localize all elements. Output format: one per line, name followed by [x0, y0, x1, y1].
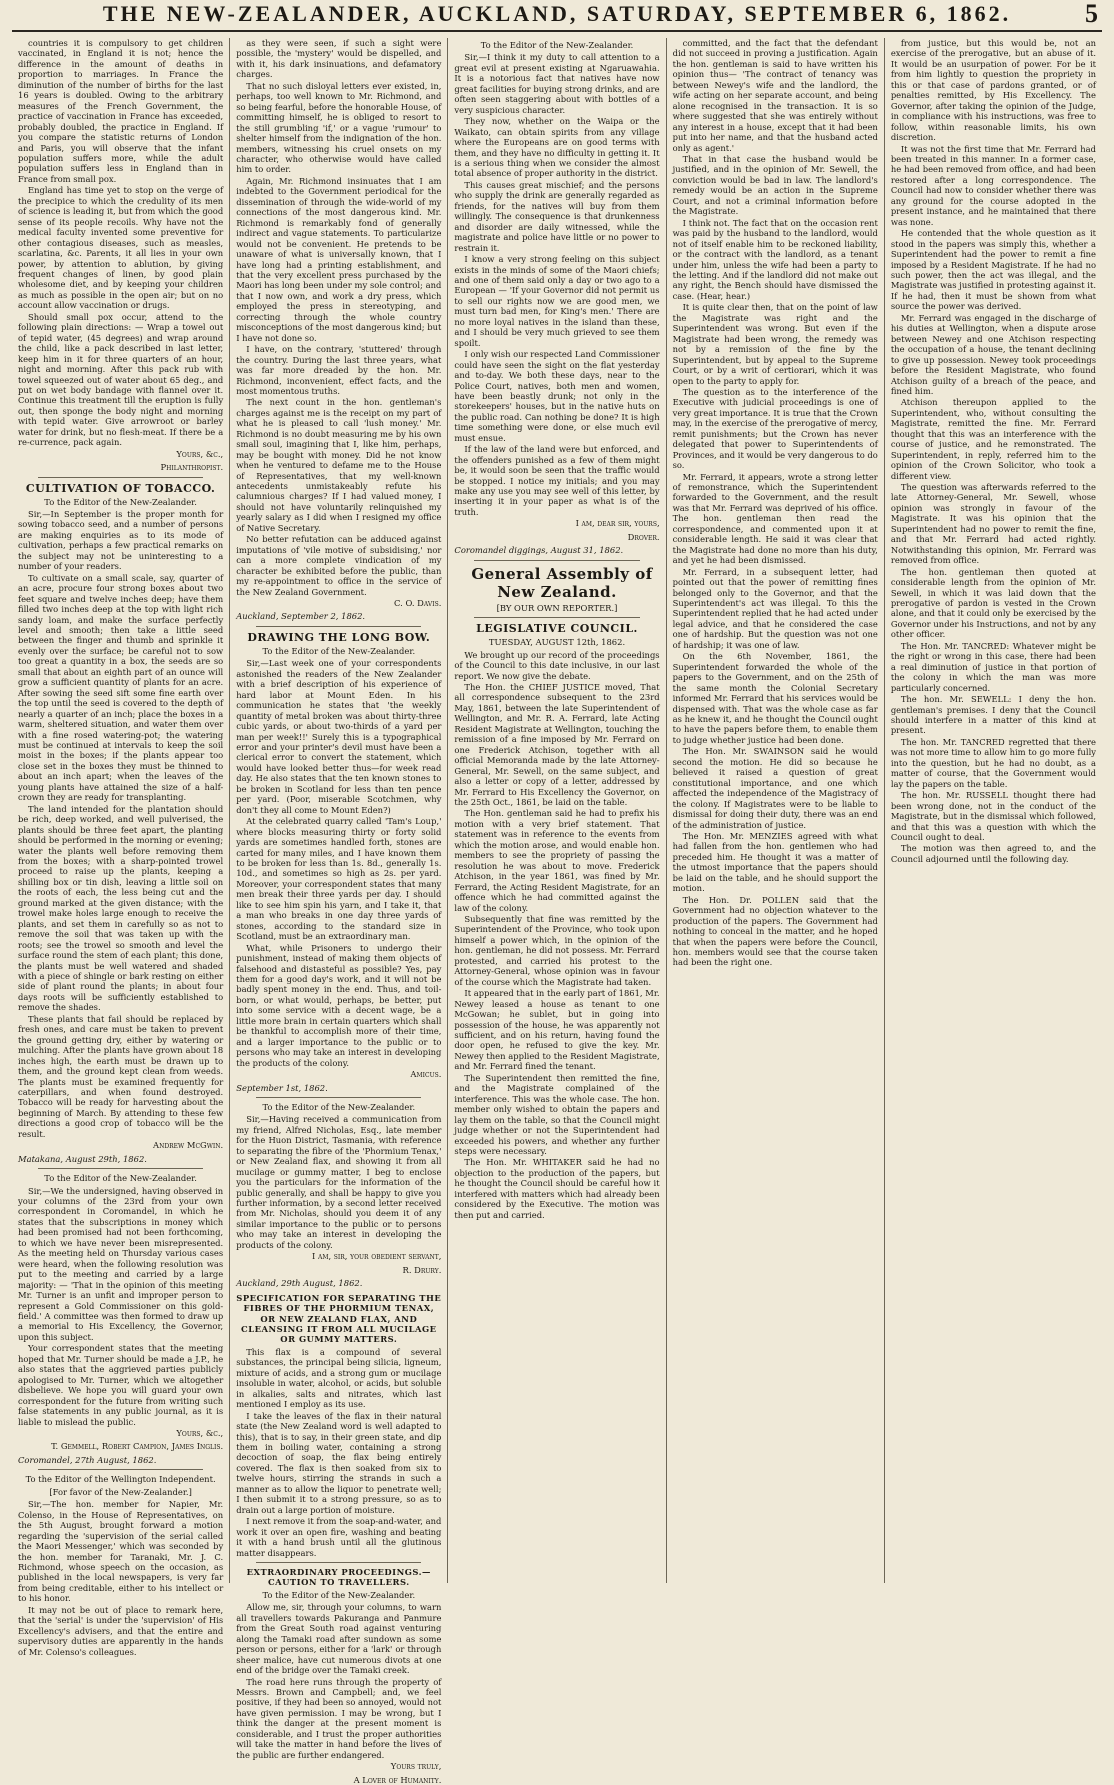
article-paragraph: This causes great mischief; and the persons who supply the drink are generally regarded as friends, for the natives will buy from them willingly. The consequence is that drunkenness and disorder are daily witnessed, while the magistrate and police have little or no power to restrain it.	[454, 179, 660, 253]
letter-closing: Yours truly,	[390, 1761, 442, 1772]
byline: [BY OUR OWN REPORTER.]	[496, 602, 618, 613]
article-paragraph: as they were seen, if such a sight were possible, the 'mystery' would be dispelled, and with it, his dark insinuations, and defamatory charges.	[236, 38, 442, 80]
article-heading: CULTIVATION OF TOBACCO.	[25, 481, 216, 495]
article-paragraph: These plants that fail should be replaced by fresh ones, and care must be taken to prevent the ground getting dry, either by watering or mulching. After the plants have grown about 18 inches high, the earth must be drawn up to them, and the ground kept clean from weeds. The plants must be examined frequently for caterpillars, and when found destroyed. Tobacco will be ready for harvesting about the beginning of March. By attending to these few directions a good crop of tobacco will be the result.	[18, 1013, 224, 1139]
article-heading: EXTRAORDINARY PROCEEDINGS.—CAUTION TO TRAVELLERS.	[246, 1566, 431, 1588]
article-paragraph: The land intended for the plantation should be rich, deep worked, and well pulverised, the plants should be three feet apart, the planting should be performed in the morning or evening; water the plants well before removing them from the boxes; with a sharp-pointed trowel proceed to raise up the plants, keeping a shilling box or tin dish, leaving a little soil on the roots of each, the less being cut and the ground marked at the given distance; with the trowel make holes large enough to receive the plants, and set them in carefully so as not to remove the soil that was taken up with the roots; see the trowel so smooth and level the surface round the stem of each plant; this done, the plants must be well watered and shaded with a piece of shingle or bark resting on either side of plant round the plants; in about four days roots will be sufficiently established to remove the shades.	[18, 803, 224, 1013]
article-paragraph: The hon. Mr. TANCRED regretted that there was not more time to allow him to go more fully into the question, but he had no doubt, as a matter of course, that the Government would lay the papers on the table.	[890, 736, 1097, 789]
article-paragraph: The next count in the hon. gentleman's charges against me is the receipt on my part of what he is pleased to call 'lush money.' Mr. Richmond is no doubt measuring me by his own small soul, imagining that I, like him, perhaps, may be bought with money. Did he not know when he ventured to defame me to the House of Representatives, that my well-known antecedents unmistakeably refute his calumnious charges? If I had valued money, I should not have voluntarily relinquished my yearly salary as I did when I resigned my office of Native Secretary.	[236, 397, 442, 533]
article-paragraph: The question was afterwards referred to the late Attorney-General, Mr. Sewell, whose opinion was strongly in favour of the Magistrate. It was his opinion that the Superintendent had no power to remit the fine, and that Mr. Ferrard had acted rightly. Notwithstanding this opinion, Mr. Ferrard was removed from office.	[890, 482, 1097, 566]
article-paragraph: The hon. Mr. SEWELL: I deny the hon. gentleman's premises. I deny that the Council should interfere in a matter of this kind at present.	[890, 694, 1097, 736]
article-paragraph: I only wish our respected Land Commissioner could have seen the sight on the flat yesterday and to-day. We both these days, near to the Police Court, natives, both men and women, have been beastly drunk; not only in the storekeepers' houses, but in the native huts on the public road. Can nothing be done? It is high time something were done, or else much evil must ensue.	[454, 349, 660, 443]
article-paragraph: Mr. Ferrard, it appears, wrote a strong letter of remonstrance, which the Superintendent forwarded to the Government, and the result was that Mr. Ferrard was deprived of his office. The hon. gentleman then read the correspondence, and commented upon it at considerable length. He said it was clear that the Magistrate had done no more than his duty, and yet he had been dismissed.	[672, 471, 878, 566]
column-3	[448, 38, 666, 1583]
article-paragraph: Mr. Ferrard, in a subsequent letter, had pointed out that the power of remitting fines belonged only to the Governor, and that the Superintendent's act was illegal. To this the Superintendent replied that he had acted under legal advice, and that he considered the case one of hardship. But the question was not one of hardship; it was one of law.	[672, 566, 878, 650]
article-paragraph: If the law of the land were but enforced, and the offenders punished as a few of them might be, it would soon be seen that the traffic would be stopped. I notice my initials; and you may make any use you may see well of this letter, by inserting it in your paper as what is of the truth.	[454, 444, 660, 517]
article-paragraph: Should small pox occur, attend to the following plain directions: — Wrap a towel out of tepid water, (45 degrees) and wrap around the child, like a pack described in last letter, keep him in it for three quarters of an hour, night and morning. After this pack rub with towel squeezed out of water about 65 deg., and put on wet body bandage with flannel over it. Continue this treatment till the eruption is fully out, then sponge the body night and morning with tepid water. Give arrowroot or barley water for drink, but no flesh-meat. If there be a re-currence, pack again.	[18, 311, 224, 448]
article-paragraph: The Hon. gentleman said he had to prefix his motion with a very brief statement. That statement was in reference to the events from which the motion arose, and would enable hon. members to see the propriety of passing the resolution he was about to move. Frederick Atchison, in the year 1861, was fined by Mr. Ferrard, the Acting Resident Magistrate, for an offence which he had committed against the law of the colony.	[454, 808, 660, 913]
article-paragraph: It appeared that in the early part of 1861, Mr. Newey leased a house as tenant to one McGowan; he sublet, but in going into possession of the house, he was apparently not sufficient, and on his return, having found the door open, he refused to give the key. Mr. Newey then applied to the Resident Magistrate, and Mr. Ferrard fined the tenant.	[454, 988, 660, 1072]
article-paragraph: It is quite clear then, that on the point of law the Magistrate was right and the Superintendent was wrong. But even if the Magistrate had been wrong, the remedy was not by a remission of the fine by the Superintendent, but by appeal to the Supreme Court, or by a writ of certiorari, which it was open to the party to apply for.	[672, 302, 878, 386]
divider	[256, 1562, 421, 1563]
article-paragraph: That no such disloyal letters ever existed, in, perhaps, too well known to Mr. Richmond, and so being fearful, before the honorable House, of committing himself, he is obliged to resort to the still grumbling 'if,' or a vague 'rumour' to shelter himself from the indignation of the hon. members, witnessing his cruel onsets on my character, who otherwise would have called him to order.	[236, 80, 442, 175]
letter-date: Auckland, 29th August, 1862.	[236, 1278, 363, 1289]
article-paragraph: The hon. gentleman then quoted at considerable length from the opinion of Mr. Sewell, in which it was laid down that the prerogative of pardon is vested in the Crown alone, and that it could only be exercised by the Governor under his Instructions, and not by any other officer.	[890, 566, 1097, 640]
divider	[474, 560, 639, 561]
article-heading: DRAWING THE LONG BOW.	[247, 630, 431, 644]
article-paragraph: The Superintendent then remitted the fine, and the Magistrate complained of the interference. This was the whole case. The hon. member only wished to obtain the papers and lay them on the table, so that the Council might judge whether or not the Superintendent had exceeded his powers, and whether any further steps were necessary.	[454, 1072, 660, 1156]
article-paragraph: Mr. Ferrard was engaged in the discharge of his duties at Wellington, when a dispute arose between Newey and one Atchison respecting the occupation of a house, the tenant declining to give up possession. Newey took proceedings before the Resident Magistrate, who found Atchison guilty of a breach of the peace, and fined him.	[890, 312, 1097, 396]
article-paragraph: I think not. The fact that on the occasion rent was paid by the husband to the landlord, would not of itself enable him to be reckoned liability, or the contract with the landlord, as a tenant under him, unless the wife had been a party to the letting. And if the landlord did not make out any right, the Bench should have dismissed the case. (Hear, hear.)	[672, 217, 878, 301]
divider	[256, 1097, 421, 1098]
column-2	[230, 38, 448, 1785]
letter-date: Auckland, September 2, 1862.	[236, 611, 366, 622]
article-paragraph: He contended that the whole question as it stood in the papers was simply this, whether a Superintendent had the power to remit a fine imposed by a Resident Magistrate. If he had no such power, then the act was illegal, and the Magistrate was justified in protesting against it. If he had, then it must be shown from what source the power was derived.	[890, 228, 1097, 312]
article-paragraph: It may not be out of place to remark here, that the 'serial' is under the 'supervision' of His Excellency's advisers, and that the entire and supervisory duties are apparently in the hands of Mr. Colenso's colleagues.	[18, 1604, 224, 1657]
article-paragraph: Atchison thereupon applied to the Superintendent, who, without consulting the Magistrate, remitted the fine. Mr. Ferrard thought that this was an interference with the course of justice, and he remonstrated. The Superintendent, in reply, referred him to the opinion of the Crown Solicitor, who took a different view.	[890, 397, 1097, 481]
article-paragraph: The Hon. Mr. WHITAKER said he had no objection to the production of the papers, but he thought the Council should be careful how it interfered with matters which had already been considered by the Executive. The motion was then put and carried.	[454, 1157, 660, 1220]
divider	[38, 477, 203, 478]
article-paragraph: The motion was then agreed to, and the Council adjourned until the following day.	[890, 843, 1097, 864]
session-date: TUESDAY, AUGUST 12th, 1862.	[488, 637, 626, 648]
article-paragraph: England has time yet to stop on the verge of the precipice to which the credulity of its men of science is leading it, but from which the good sense of its people recoils. Why have not the medical faculty invented some preventive for other contagious diseases, such as measles, scarlatina, &c. Parents, it all lies in your own power, by attention to ablution, by giving frequent changes of linen, by good plain wholesome diet, and by keeping your children as much as possible in the open air; but on no account allow vaccination or drugs.	[18, 185, 224, 311]
masthead	[12, 0, 1102, 32]
letter-date: September 1st, 1862.	[236, 1082, 328, 1093]
article-paragraph: The road here runs through the property of Messrs. Brown and Campbell; and, we feel positive, if they had been so annoyed, would not have given permission. I may be wrong, but I think the danger at the present moment is considerable, and I trust the proper authorities will take the matter in hand before the lives of the public are further endangered.	[236, 1676, 442, 1760]
article-paragraph: Sir,—Having received a communication from my friend, Alfred Nicholas, Esq., late member for the Huon District, Tasmania, with reference to separating the fibre of the 'Phormium Tenax,' or New Zealand flax, and showing it from all mucilage or gummy matter, I beg to enclose you the particulars for the information of the public generally, and shall be happy to give you further information, by a second letter received from Mr. Nicholas, should you deem it of any similar importance to the public or to persons who may take an interest in developing the products of the colony.	[236, 1114, 442, 1250]
letter-closing: I am, sir, your obedient servant,	[312, 1251, 442, 1262]
article-paragraph: Sir,—The hon. member for Napier, Mr. Colenso, in the House of Representatives, on the 5th August, brought forward a motion regarding the 'supervision of the serial called the Maori Messenger,' which was seconded by the hon. member for Taranaki, Mr. J. C. Richmond, whose speech on the occasion, as published in the local newspapers, is very far from being creditable, either to his intellect or to his honor.	[18, 1499, 224, 1604]
letter-closing: Yours, &c.,	[176, 448, 224, 459]
letter-address: To the Editor of the New-Zealander.	[262, 1589, 416, 1600]
divider	[256, 626, 421, 627]
letter-address: To the Editor of the Wellington Independent.	[25, 1474, 216, 1485]
letter-signature: Andrew McGwin.	[153, 1140, 224, 1151]
letter-address: To the Editor of the New-Zealander.	[44, 1173, 197, 1184]
letter-address: To the Editor of the New-Zealander.	[480, 40, 634, 50]
article-paragraph: Again, Mr. Richmond insinuates that I am indebted to the Government periodical for the dissemination of through the wide-world of my connections of the most dangerous kind. Mr. Richmond is remarkably fond of generally indirect and vague statements. To particularize would not be convenient. He pretends to be unaware of what is universally known, that I have long had a printing establishment, and that the very excellent press purchased by the Maori has long been under my sole control; and that I now own, and work a dry press, which employed the press in stereotyping, and correcting through the whole country misconceptions of the most dangerous kind; but I have not done so.	[236, 175, 442, 343]
letter-signature: C. O. Davis.	[394, 598, 442, 609]
page-number: 5	[1085, 0, 1098, 28]
article-paragraph: The Hon. Dr. POLLEN said that the Government had no objection whatever to the production of the papers. The Government had nothing to conceal in the matter, and he hoped that when the papers were before the Council, hon. members would see that the course taken had been the right one.	[672, 894, 878, 968]
article-paragraph: I have, on the contrary, 'stuttered' through the country. During the last three years, what was far more dreaded by the hon. Mr. Richmond, inconvenient, effect facts, and the most momentous truths.	[236, 344, 442, 396]
article-paragraph: countries it is compulsory to get children vaccinated, in England it is not; hence the difference in the amount of deaths in proportion to marriages. In France the diminution of the number of births for the last 16 years is doubled. Owing to the arbitrary measures of the French Government, the practice of vaccination in France has exceeded, probably doubled, the practice in England. If you compare the statistic returns of London and Paris, you will observe that the infant population suffers more, while the adult population suffers less in England than in France from small pox.	[18, 38, 224, 184]
article-paragraph: No better refutation can be adduced against imputations of 'vile motive of subsidising,' nor can a more complete vindication of my character be exhibited before the public, than my re-appointment to office in the service of the New Zealand Government.	[236, 534, 442, 597]
article-paragraph: The Hon. Mr. TANCRED: Whatever might be the right or wrong in this case, there had been a real diminution of justice in that portion of the colony in which the man was more particularly concerned.	[890, 640, 1097, 693]
letter-signature: T. Gemmell, Robert Campion, James Inglis.	[51, 1441, 224, 1452]
article-paragraph: To cultivate on a small scale, say, quarter of an acre, procure four strong boxes about two feet square and twelve inches deep; have them filled two inches deep at the top with light rich sandy loam, and make the surface perfectly level and smooth; then take a little seed between the finger and thumb and sprinkle it evenly over the surface; be careful not to sow too great a quantity in a box, the seeds are so small that about an eighth part of an ounce will grow a sufficient quantity of plants for an acre. After sowing the seed sift some fine earth over the top until the seed is covered to the depth of nearly a quarter of an inch; place the boxes in a warm, sheltered situation, and water them over with a fine rosed watering-pot; the watering must be continued at intervals to keep the soil moist in the boxes; if the plants appear too close set in the boxes they must be thinned to about an inch apart; when the leaves of the young plants have attained the size of a half-crown they are ready for transplanting.	[18, 572, 224, 803]
letter-address: To the Editor of the New-Zealander.	[262, 1101, 416, 1112]
column-4	[667, 38, 885, 1583]
letter-date: Matakana, August 29th, 1862.	[18, 1153, 147, 1164]
letter-date: Coromandel, 27th August, 1862.	[18, 1454, 157, 1465]
letter-signature: Philanthropist.	[160, 462, 224, 473]
letter-signature: Amicus.	[410, 1069, 442, 1080]
letter-note: [For favor of the New-Zealander.]	[49, 1486, 192, 1497]
letter-address: To the Editor of the New-Zealander.	[262, 645, 416, 656]
divider	[474, 617, 639, 618]
article-paragraph: This flax is a compound of several substances, the principal being silicia, ligneum, mixture of acids, and a strong gum or mucilage insoluble in water, alcohol, or acids, but soluble in alkalies, salts and nitrates, which last mentioned I employ as its use.	[236, 1346, 442, 1410]
letter-closing: Yours, &c.,	[176, 1428, 224, 1438]
article-paragraph: Sir,—I think it my duty to call attention to a great evil at present existing at Ngaruawahia. It is a notorious fact that natives have now great facilities for buying strong drinks, and are often seen staggering about with bottles of a very suspicious character.	[454, 52, 660, 115]
article-paragraph: I next remove it from the soap-and-water, and work it over an open fire, washing and beating it with a hand brush until all the glutinous matter disappears.	[236, 1516, 442, 1558]
subsection-heading: LEGISLATIVE COUNCIL.	[476, 622, 638, 636]
article-paragraph: committed, and the fact that the defendant did not succeed in proving a justification. Again the hon. gentleman is said to have written his opinion thus— 'The contract of tenancy was between Newey's wife and the landlord, the wife acting on her separate account, and being alone recognised in the transaction. It is so where suggested that she was entirely without any interest in a house, except that it had been put into her name, and that the husband acted only as agent.'	[672, 38, 878, 153]
page-title: THE NEW-ZEALANDER, AUCKLAND, SATURDAY, SEPTEMBER 6, 1862.	[102, 1, 1012, 26]
columns	[12, 38, 1102, 1785]
letter-date: Coromandel diggings, August 31, 1862.	[454, 545, 624, 556]
letter-closing: I am, dear sir, yours,	[575, 518, 660, 529]
letter-signature: A Lover of Humanity.	[353, 1774, 442, 1785]
article-paragraph: Your correspondent states that the meeting hoped that Mr. Turner should be made a J.P., he also states that the aggrieved parties publicly apologised to Mr. Turner, which we altogether disbelieve. We hope you will guard your own correspondent for the future from writing such false statements in any public journal, as it is liable to mislead the public.	[18, 1343, 224, 1427]
article-paragraph: On the 6th November, 1861, the Superintendent forwarded the whole of the papers to the Government, and on the 25th of the same month the Colonial Secretary informed Mr. Ferrard that his services would be dispensed with. That was the whole case as far as he knew it, and he thought the Council ought to have the papers before them, to enable them to judge whether justice had been done.	[672, 651, 878, 745]
column-5	[885, 38, 1102, 1583]
article-paragraph: I take the leaves of the flax in their natural state (the New Zealand word is well adapted to this), that is to say, in their green state, and dip them in boiling water, containing a strong decoction of soap, the flax being entirely covered. The flax is then soaked from six to twelve hours, stirring the strands in such a manner as to allow the liquor to penetrate well; I then submit it to a strong pressure, so as to drain out a large portion of moisture.	[236, 1410, 442, 1515]
article-paragraph: At the celebrated quarry called 'Tam's Loup,' where blocks measuring thirty or forty solid yards are sometimes handled forth, stones are carted for many miles, and I have known them to be broken for less than 1s. 8d., generally 1s. 10d., and sometimes so high as 2s. per yard. Moreover, your correspondent states that many men break their three yards per day. I should like to see him spin his yarn, and I take it, that a man who breaks in one day three yards of stones, according to the standard size in Scotland, must be an extraordinary man.	[236, 816, 442, 942]
section-heading: General Assembly of New Zealand.	[471, 564, 653, 601]
article-paragraph: We brought up our record of the proceedings of the Council to this date inclusive, in our last report. We now give the debate.	[454, 649, 660, 681]
article-paragraph: Sir,—In September is the proper month for sowing tobacco seed, and a number of persons are making enquiries as to its mode of cultivation, perhaps a few practical remarks on the subject may not be uninteresting to a number of your readers.	[18, 509, 224, 572]
article-paragraph: Sir,—Last week one of your correspondents astonished the readers of the New Zealander with a brief description of his experience of hard labor at Mount Eden. In his communication he states that 'the weekly quantity of metal broken was about thirty-three cubic yards, or about two-thirds of a yard per man per week!!' Surely this is a typographical error and your printer's devil must have been a clerical error to convert the statement, which would have looked better thus—for week read day. He also states that the ten known stones to be broken in Scotland for less than ten pence per yard. (Poor, miserable Scotchmen, why don't they all come to Mount Eden?)	[236, 658, 442, 815]
article-paragraph: That in that case the husband would be justified, and in the opinion of Mr. Sewell, the conviction would be bad in law. The landlord's remedy would be an action in the Supreme Court, and not a criminal information before the Magistrate.	[672, 153, 878, 217]
letter-signature: R. Drury.	[402, 1264, 442, 1275]
article-paragraph: What, while Prisoners to undergo their punishment, instead of making them objects of falsehood and distasteful as possible? Yes, pay them for a good day's work, and it will not be badly spent money in the end. Thus, and toil-born, or what would, perhaps, be better, put into some service with a decent wage, be a little more brain in certain quarters which shall be thankful to accomplish more of their time, and a larger importance to the public or to persons who may take an interest in developing the products of the colony.	[236, 942, 442, 1068]
article-paragraph: from justice, but this would be, not an exercise of the prerogative, but an abuse of it. It would be an usurpation of power. For be it from him lightly to question the propriety in this or that case of pardons granted, or of penalties remitted, by His Excellency. The Governor, after taking the opinion of the Judge, in compliance with his instructions, was free to follow, within reasonable limits, his own discretion.	[890, 38, 1097, 143]
article-paragraph: Allow me, sir, through your columns, to warn all travellers towards Pakuranga and Panmure from the Great South road against venturing along the Tamaki road after sundown as some person or persons, either for a 'lark' or through sheer malice, have cut numerous divots at one end of the bridge over the Tamaki creek.	[236, 1602, 442, 1676]
article-paragraph: Subsequently that fine was remitted by the Superintendent of the Province, who took upon himself a power which, in the opinion of the hon. gentleman, he did not possess. Mr. Ferrard protested, and carried his protest to the Attorney-General, whose opinion was in favour of the course which the Magistrate had taken.	[454, 913, 660, 987]
article-paragraph: The Hon. Mr. SWAINSON said he would second the motion. He did so because he believed it raised a question of great constitutional importance, and one which affected the independence of the Magistracy of the colony. If Magistrates were to be liable to dismissal for doing their duty, there was an end of the administration of justice.	[672, 746, 878, 830]
column-1	[12, 38, 230, 1657]
article-paragraph: Sir,—We the undersigned, having observed in your columns of the 23rd from your own correspondent in Coromandel, in which he states that the subscriptions in money which had been promised had not been forthcoming, to which we have never been misrepresented. As the meeting held on Thursday various cases were heard, when the following resolution was put to the meeting and carried by a large majority: — 'That in the opinion of this meeting Mr. Turner is an unfit and improper person to represent a Gold Commissioner on this gold-field.' A committee was then formed to draw up a memorial to His Excellency, the Governor, upon this subject.	[18, 1185, 224, 1342]
article-paragraph: The Hon. the CHIEF JUSTICE moved, That all correspondence subsequent to the 23rd May, 1861, between the late Superintendent of Wellington, and Mr. R. A. Ferrard, late Acting Resident Magistrate at Wellington, touching the remission of a fine imposed by Mr. Ferrard on one Frederick Atchison, together with all official Memoranda made by the late Attorney-General, Mr. Sewell, on the same subject, and also a letter or copy of a letter, addressed by Mr. Ferrard to His Excellency the Governor, on the 25th Oct., 1861, be laid on the table.	[454, 682, 660, 807]
article-heading: SPECIFICATION FOR SEPARATING THE FIBRES OF THE PHORMIUM TENAX, OR NEW ZEALAND FLAX, AND CLEANSING IT FROM ALL MUCILAGE OR GUMMY MATTERS.	[236, 1292, 442, 1345]
article-paragraph: The Hon. Mr. MENZIES agreed with what had fallen from the hon. gentlemen who had preceded him. He thought it was a matter of the utmost importance that the papers should be laid on the table, and he should support the motion.	[672, 830, 878, 894]
letter-address: To the Editor of the New-Zealander.	[44, 496, 197, 507]
divider	[38, 1469, 203, 1470]
article-paragraph: I know a very strong feeling on this subject exists in the minds of some of the Maori chiefs; and one of them said only a day or two ago to a European — 'If your Governor did not permit us to sell our rights now we are good men, we must turn bad men, for King's men.' There are no more loyal natives in the island than these, and I should be very much grieved to see them spoilt.	[454, 254, 660, 348]
divider	[38, 1168, 203, 1169]
article-paragraph: They now, whether on the Waipa or the Waikato, can obtain spirits from any village where the Europeans are on good terms with them, and they have no difficulty in getting it. It is a serious thing when we consider the almost total absence of proper authority in the district.	[454, 116, 660, 179]
letter-signature: Drover.	[627, 531, 660, 542]
article-paragraph: It was not the first time that Mr. Ferrard had been treated in this manner. In a former case, he had been removed from office, and had been restored after a long correspondence. The Council had now to consider whether there was any ground for the course adopted in the present instance, and he maintained that there was none.	[890, 143, 1097, 227]
article-paragraph: The hon. Mr. RUSSELL thought there had been wrong done, not in the conduct of the Magistrate, but in the dismissal which followed, and that this was a question with which the Council ought to deal.	[890, 790, 1097, 842]
article-paragraph: The question as to the interference of the Executive with judicial proceedings is one of very great importance. It is true that the Crown may, in the exercise of the prerogative of mercy, remit punishments; but the Crown has never delegated that power to Superintendents of Provinces, and it would be very dangerous to do so.	[672, 386, 878, 471]
